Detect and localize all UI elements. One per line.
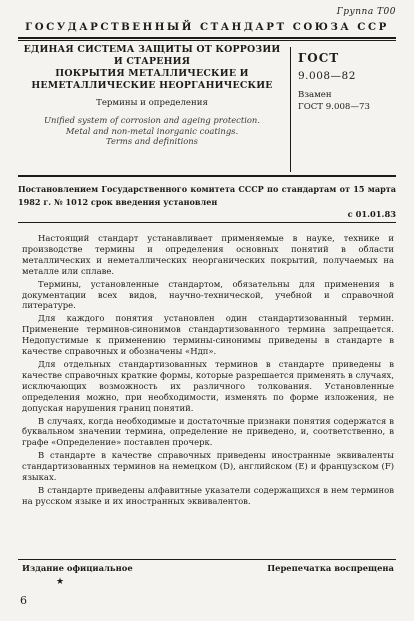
- date-rule: [18, 222, 396, 223]
- top-rule: [18, 37, 396, 39]
- english-title-line: Unified system of corrosion and ageing protection.: [44, 115, 260, 125]
- russian-title-line: НЕМЕТАЛЛИЧЕСКИЕ НЕОРГАНИЧЕСКИЕ: [31, 80, 273, 91]
- gost-designation: [298, 51, 398, 112]
- body-paragraph: В случаях, когда необходимые и достаточные признаки понятия содержатся в буквальном значении термина, определение не приведено, и, соответственно, в графе «Определение» поставлен прочерк.: [22, 415, 394, 448]
- body-paragraph: Для каждого понятия установлен один стандартизованный термин. Применение терминов-синонимов стандартизованного термина запрещается. Недопустимые к применению термины-синонимы приведены в стандарте в качестве справочных и обозначены «Ндп».: [22, 313, 394, 357]
- gost-number: 9.008—82: [298, 70, 356, 82]
- body-paragraph: В стандарте в качестве справочных приведены иностранные эквиваленты стандартизованных терминов на немецком (D), английском (E) и французском (F) языках.: [22, 450, 394, 483]
- top-rule-thin: [18, 40, 396, 41]
- decree-text: Постановлением Государственного комитета СССР по стандартам от 15 марта 1982 г. № 1012 срок введения установлен: [18, 184, 396, 207]
- reprint-prohibited-label: Перепечатка воспрещена: [267, 563, 394, 573]
- replaces-number: ГОСТ 9.008—73: [298, 102, 370, 112]
- russian-title-line: ЕДИНАЯ СИСТЕМА ЗАЩИТЫ ОТ КОРРОЗИИ: [23, 44, 281, 55]
- english-title: [18, 115, 286, 147]
- russian-title: [18, 44, 286, 92]
- body-paragraph: Настоящий стандарт устанавливает применяемые в науке, технике и производстве термины и определения основных понятий в области металлических и неметаллических неорганических покрытий, получаемых на металле или сплаве.: [22, 233, 394, 276]
- english-title-line: Terms and definitions: [106, 136, 198, 146]
- group-code: Группа Т00: [336, 7, 396, 17]
- replaces-label: Взамен: [298, 90, 332, 100]
- standard-title: ГОСУДАРСТВЕННЫЙ СТАНДАРТ СОЮЗА ССР: [25, 21, 389, 33]
- russian-title-line: И СТАРЕНИЯ: [113, 56, 191, 67]
- body-paragraph: Для отдельных стандартизованных терминов в стандарте приведены в качестве справочных краткие формы, которые разрешается применять в случаях, исключающих возможность их различного толкования. Установленные определения можно, при необходимости, изменять по форме изложения, не допуская нарушения границ понятий.: [22, 358, 394, 413]
- russian-subtitle: Термины и определения: [96, 98, 208, 108]
- page-number: 6: [20, 594, 27, 607]
- official-edition-label: Издание официальное: [22, 563, 133, 573]
- body-paragraph: Термины, установленные стандартом, обязательны для применения в документации всех видов, научно-технической, учебной и справочной литературе.: [22, 278, 394, 311]
- body-text: [22, 233, 394, 509]
- english-title-line: Metal and non-metal inorganic coatings.: [65, 125, 239, 136]
- effective-date: с 01.01.83: [347, 209, 396, 219]
- vertical-divider: [290, 47, 291, 172]
- title-block: [18, 44, 286, 147]
- footer-rule: [18, 559, 396, 560]
- star-icon: ★: [56, 577, 65, 587]
- russian-title-line: ПОКРЫТИЯ МЕТАЛЛИЧЕСКИЕ И: [55, 68, 249, 79]
- gost-label: ГОСТ: [298, 51, 340, 65]
- section-rule: [18, 175, 396, 177]
- body-paragraph: В стандарте приведены алфавитные указатели содержащихся в нем терминов на русском языке и их иностранных эквивалентов.: [22, 484, 394, 506]
